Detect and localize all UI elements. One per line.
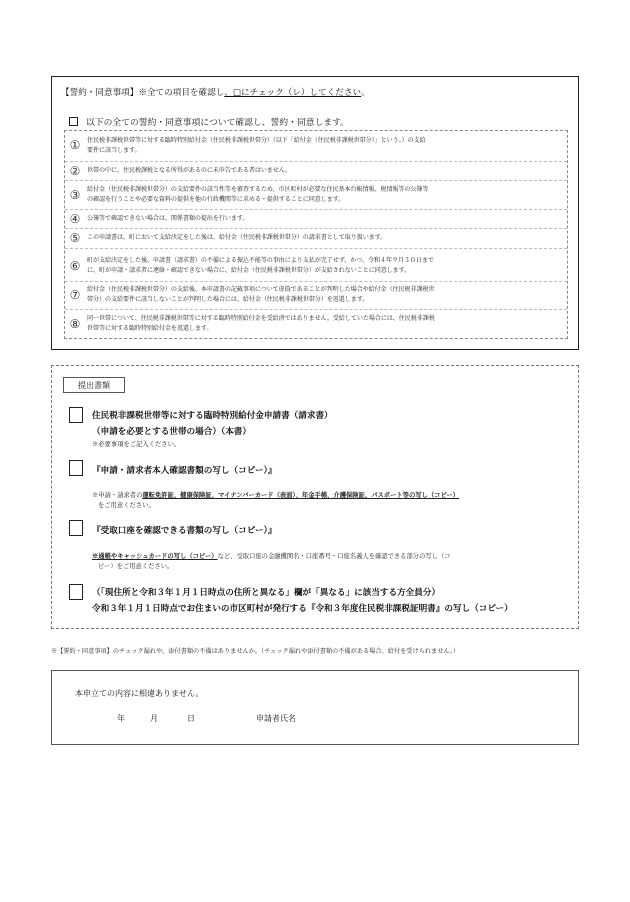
item-number: ④ <box>69 212 81 226</box>
doc2-note <box>92 490 459 499</box>
oath-item-1 <box>68 133 562 158</box>
oath-item-8 <box>68 311 562 337</box>
oath-item-6 <box>68 250 562 280</box>
item-number: ③ <box>69 188 81 202</box>
item-text: 給付金（住民税非課税世帯分）の支給後、本申請書の記載事項について虚偽であることが判明した場合や給付金（住民税非課税世 <box>87 286 435 293</box>
doc3-note <box>92 551 451 560</box>
item-number: ① <box>69 138 81 152</box>
oath-item-4 <box>68 211 562 227</box>
doc1-title: 住民税非課税世帯等に対する臨時特別給付金申請書（請求書） <box>92 411 333 421</box>
item-text: 町が支給決定をした後、申請書（請求書）の不備による振込不能等の事由により支払が完了せず、かつ、令和４年９月３０日まで <box>87 257 434 264</box>
doc2-title: 『申請・請求者本人確認書類の写し（コピー）』 <box>92 466 277 476</box>
oath-item-2 <box>68 163 562 179</box>
item-text: 世帯の中に、住民税課税となる所得があるのに未申告である者はいません。 <box>87 167 292 174</box>
doc1-note: ※必要事項をご記入ください。 <box>92 441 181 448</box>
doc4-title: （「現住所と令和３年１月１日時点の住所と異なる」欄が「異なる」に該当する方全員分） <box>92 588 441 598</box>
item-text: 公簿等で確認できない場合は、関係書類の提出を行います。 <box>87 215 249 222</box>
oath-section <box>51 76 579 350</box>
item-divider <box>65 228 567 229</box>
item-text: 給付金（住民税非課税世帯分）の支給要件の該当性等を審査するため、市区町村が必要な住民基本台帳情報、税情報等の公簿等 <box>87 186 429 193</box>
item-number: ⑦ <box>69 288 81 302</box>
doc3-title: 『受取口座を確認できる書類の写し（コピー）』 <box>92 526 277 536</box>
item-text: の確認を行うことや必要な資料の提供を他の行政機関等に求める・提供することに同意します。 <box>87 195 345 203</box>
day-label: 日 <box>187 714 195 723</box>
month-label: 月 <box>150 714 158 723</box>
oath-header-end: 。 <box>361 88 370 98</box>
agree-text: 以下の全ての誓約・同意事項について確認し、誓約・同意します。 <box>86 118 350 128</box>
item-divider <box>65 161 567 162</box>
doc2-note-line2: をご用意ください。 <box>98 502 155 509</box>
doc2-note-underlined: 運転免許証、健康保険証、マイナンバーカード（表面）、年金手帳、介護保険証、パスポート等の写し（コピー） <box>142 492 460 499</box>
item-text: 帯分）の支給要件に該当しないことが判明した場合には、給付金（住民税非課税世帯分）を返還します。 <box>87 295 369 303</box>
item-text: 要件に該当します。 <box>87 146 141 154</box>
doc3-note-line2: ピー）をご用意ください。 <box>98 563 174 570</box>
item-text: 住民税非課税世帯等に対する臨時特別給付金（住民税非課税世帯分）（以下「給付金（住民税非課税世帯分）」という。）の支給 <box>87 137 426 144</box>
oath-item-3 <box>68 183 562 209</box>
item-divider <box>65 209 567 210</box>
item-divider <box>65 180 567 181</box>
agree-row[interactable] <box>69 115 349 128</box>
item-text: に、町が申請・請求者に連絡・確認できない場合に、給付金（住民税非課税世帯分）が支給されないことに同意します。 <box>87 266 411 274</box>
item-number: ⑤ <box>69 231 81 245</box>
doc2-checkbox[interactable] <box>69 460 83 476</box>
doc4-checkbox[interactable] <box>69 584 83 600</box>
doc1-checkbox[interactable] <box>69 407 83 423</box>
year-label: 年 <box>117 714 125 723</box>
item-number: ⑥ <box>69 259 81 273</box>
item-divider <box>65 309 567 310</box>
oath-header-text: 【誓約・同意事項】※全ての項目を確認し <box>61 88 225 98</box>
oath-header <box>61 86 370 98</box>
doc3-note-text: など、受取口座の金融機関名・口座番号・口座名義人を確認できる部分の写し（コ <box>217 553 451 560</box>
item-text: 同一世帯について、住民税非課税世帯等に対する臨時特別給付金を受給済ではありません。受給していた場合には、住民税非課税 <box>87 315 435 322</box>
doc1-subtitle: （申請を必要とする世帯の場合）（本書） <box>92 427 251 437</box>
oath-item-7 <box>68 283 562 309</box>
item-number: ② <box>69 164 81 178</box>
doc3-checkbox[interactable] <box>69 520 83 536</box>
item-text: 世帯等に対する臨時特別給付金を返還します。 <box>87 324 213 332</box>
item-divider <box>65 248 567 249</box>
doc4-subtitle: 令和３年１月１日時点でお住まいの市区町村が発行する『令和３年度住民税非課税証明書』の写し（コピー） <box>92 604 513 614</box>
agree-checkbox[interactable] <box>69 117 78 126</box>
confirmation-section <box>51 670 579 745</box>
oath-items <box>64 130 568 339</box>
applicant-name-label: 申請者氏名 <box>256 714 296 723</box>
item-divider <box>65 281 567 282</box>
confirm-statement: 本申立ての内容に相違ありません。 <box>75 689 204 698</box>
documents-label: 提出書類 <box>63 377 125 393</box>
doc3-note-underlined: ※通帳やキャッシュカードの写し（コピー） <box>92 553 218 560</box>
item-text: この申請書は、町において支給決定をした後は、給付金（住民税非課税世帯分）の請求書として取り扱います。 <box>87 234 387 241</box>
doc2-note-text: ※申請・請求者の <box>92 492 143 499</box>
item-number: ⑧ <box>69 317 81 331</box>
oath-header-underlined: 、□にチェック（レ）してください <box>224 88 362 98</box>
oath-item-5 <box>68 230 562 246</box>
footnote: ※【誓約・同意事項】のチェック漏れや、添付書類の不備はありませんか。（チェック漏れや添付書類の不備がある場合、給付を受けられません。） <box>51 648 460 655</box>
